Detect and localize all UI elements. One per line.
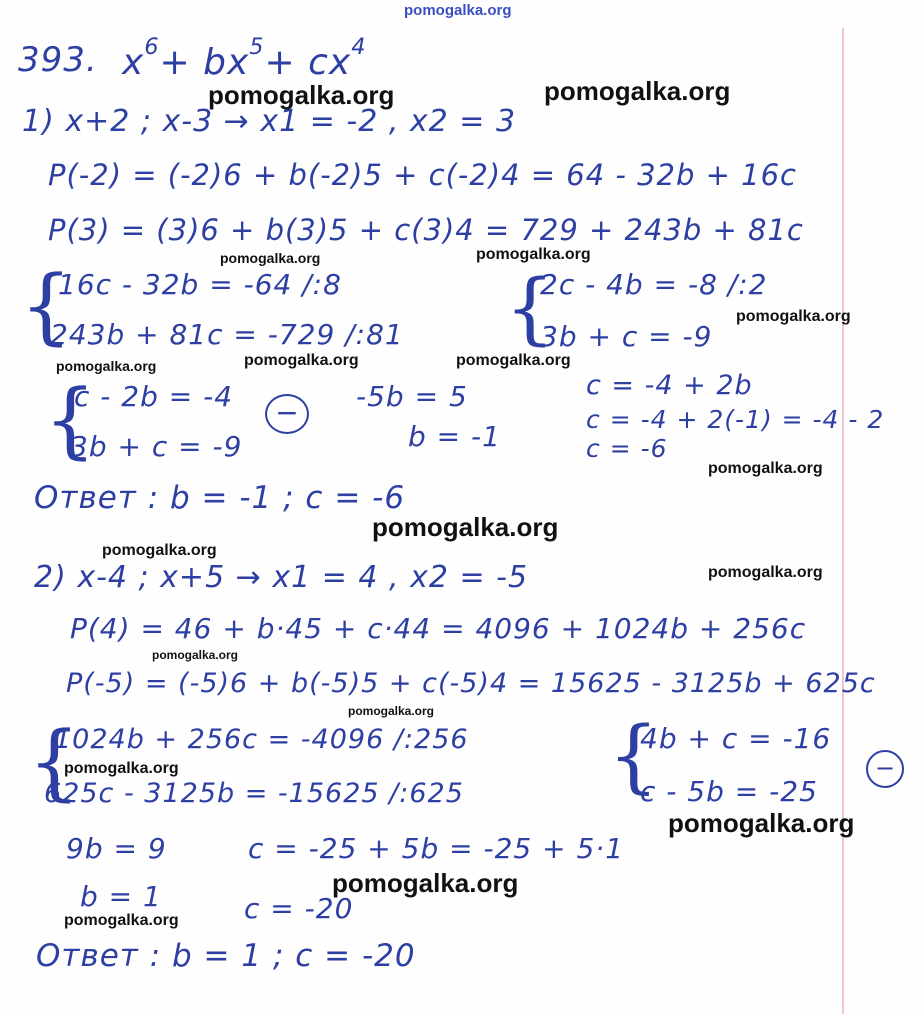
watermark: pomogalka.org — [476, 246, 591, 263]
part1-answer: Ответ : b = -1 ; c = -6 — [34, 480, 406, 516]
part1-result-eq1: -5b = 5 — [356, 380, 468, 413]
watermark: pomogalka.org — [220, 250, 321, 266]
part1-sys2-eq1: 2c - 4b = -8 /:2 — [540, 268, 768, 301]
watermark: pomogalka.org — [102, 542, 217, 559]
part2-answer: Ответ : b = 1 ; c = -20 — [36, 938, 416, 974]
part1-c-step1: c = -4 + 2b — [586, 370, 753, 401]
part2-c-step1: c = -25 + 5b = -25 + 5·1 — [248, 832, 625, 865]
part2-p-4: P(4) = 46 + b·45 + c·44 = 4096 + 1024b + 256c — [70, 612, 807, 645]
subtract-marker: − — [866, 750, 904, 788]
part2-sys2-eq1: 4b + c = -16 — [640, 722, 832, 755]
watermark: pomogalka.org — [708, 564, 823, 581]
system-brace: { — [28, 715, 81, 810]
watermark: pomogalka.org — [332, 868, 519, 898]
watermark: pomogalka.org — [244, 352, 359, 369]
watermark: pomogalka.org — [708, 460, 823, 477]
margin-line — [842, 28, 844, 1014]
part1-sys3-eq1: c - 2b = -4 — [74, 380, 234, 413]
problem-expression: $x^6+ bx^5+ cx^4$ — [122, 34, 367, 84]
part1-roots: 1) x+2 ; x-3 → x1 = -2 , x2 = 3 — [22, 104, 517, 139]
part1-sys1-eq2: 243b + 81c = -729 /:81 — [50, 318, 404, 351]
part1-p-3: P(3) = (3)6 + b(3)5 + c(3)4 = 729 + 243b + 81c — [48, 213, 804, 247]
part1-c-step2: c = -4 + 2(-1) = -4 - 2 — [586, 405, 885, 434]
problem-number: 393. — [18, 40, 98, 80]
part2-p-neg5: P(-5) = (-5)6 + b(-5)5 + c(-5)4 = 15625 - 3125b + 625c — [66, 668, 876, 699]
watermark: pomogalka.org — [348, 704, 435, 718]
system-brace: { — [20, 259, 73, 354]
system-brace: { — [44, 373, 97, 468]
part1-sys1-eq1: 16c - 32b = -64 /:8 — [58, 268, 342, 301]
system-brace: { — [505, 264, 555, 354]
watermark: pomogalka.org — [152, 648, 239, 662]
part1-sys3-eq2: 3b + c = -9 — [70, 430, 243, 463]
watermark: pomogalka.org — [208, 80, 395, 110]
watermark: pomogalka.org — [736, 308, 851, 325]
system-brace: { — [608, 709, 659, 802]
part2-result-eq1: 9b = 9 — [66, 832, 167, 865]
watermark: pomogalka.org — [372, 512, 559, 542]
subtract-marker: − — [265, 394, 309, 434]
watermark: pomogalka.org — [544, 76, 731, 106]
watermark: pomogalka.org — [668, 808, 855, 838]
part1-sys2-eq2: 3b + c = -9 — [540, 320, 713, 353]
watermark: pomogalka.org — [64, 760, 179, 777]
part1-p-neg2: P(-2) = (-2)6 + b(-2)5 + c(-2)4 = 64 - 32b + 16c — [48, 158, 797, 192]
part2-sys2-eq2: c - 5b = -25 — [640, 775, 818, 808]
part2-sys1-eq2: 625c - 3125b = -15625 /:625 — [44, 778, 464, 809]
watermark: pomogalka.org — [56, 358, 157, 374]
watermark-top: pomogalka.org — [404, 2, 512, 19]
part1-c-result: c = -6 — [586, 434, 668, 463]
watermark: pomogalka.org — [64, 912, 179, 929]
part2-sys1-eq1: 1024b + 256c = -4096 /:256 — [54, 724, 469, 755]
part2-result-b: b = 1 — [80, 880, 162, 913]
part2-c-result: c = -20 — [244, 892, 354, 925]
part1-result-b: b = -1 — [408, 420, 501, 453]
watermark: pomogalka.org — [456, 352, 571, 369]
part2-roots: 2) x-4 ; x+5 → x1 = 4 , x2 = -5 — [34, 560, 529, 595]
